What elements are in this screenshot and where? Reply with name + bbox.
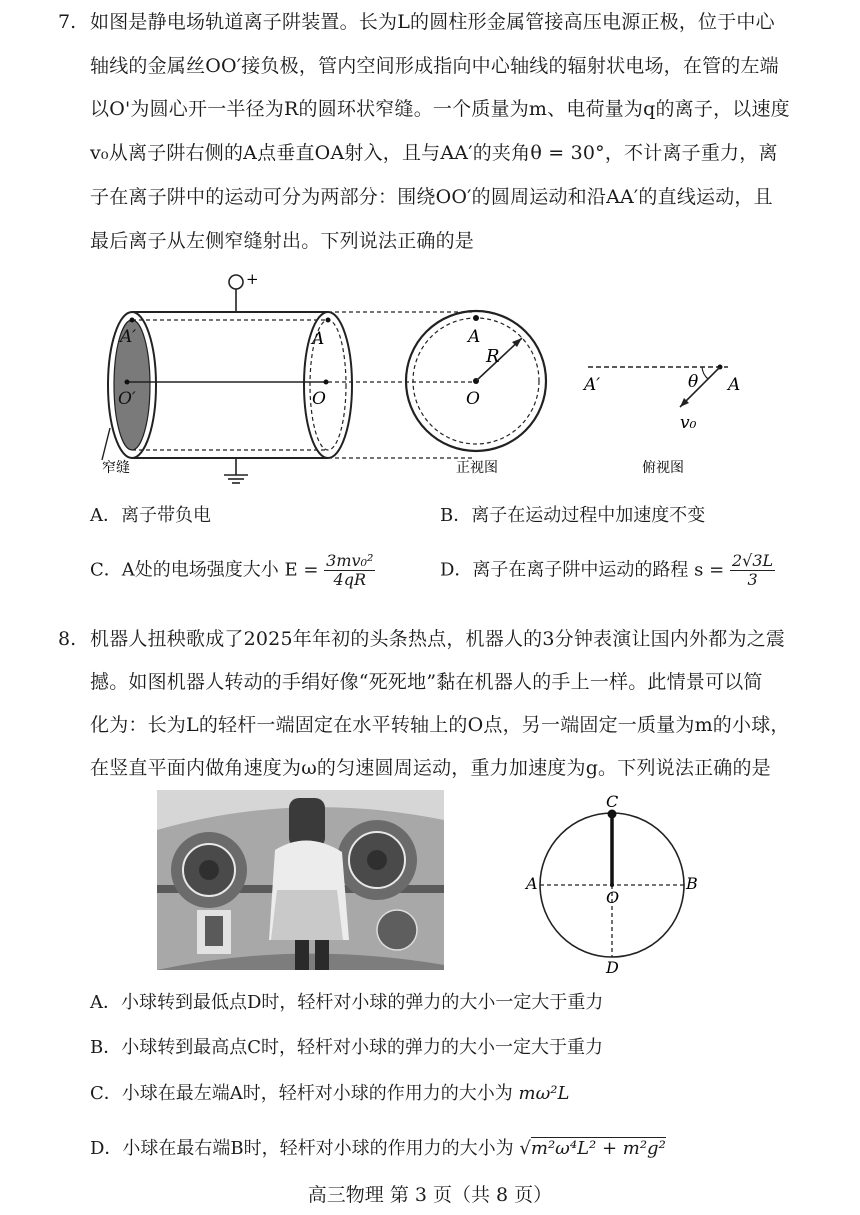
- q8-option-d-text: D．小球在最右端B时，轻杆对小球的作用力的大小为: [90, 1138, 514, 1159]
- q7-option-c: [90, 552, 375, 589]
- q7-line-3: 以O'为圆心开一半径为R的圆环状窄缝。一个质量为m、电荷量为q的离子，以速度: [90, 98, 790, 120]
- q7-option-c-text: C．A处的电场强度大小 E =: [90, 559, 319, 581]
- label-a-circle: A: [526, 874, 538, 893]
- q8-option-d-sqrt: [519, 1137, 665, 1159]
- circular-motion-figure: [520, 795, 720, 975]
- q7-option-c-fraction: [324, 552, 375, 589]
- q8-line-2: 撼。如图机器人转动的手绢好像“死死地”黏在机器人的手上一样。此情景可以简: [90, 671, 763, 693]
- label-a-front: A: [468, 327, 481, 347]
- robot-dance-photo: [157, 790, 444, 970]
- label-b: B: [686, 874, 698, 893]
- q7-d-numerator: 2√3L: [731, 551, 774, 570]
- label-o-prime: O′: [118, 389, 136, 409]
- label-o-circle: O: [606, 888, 620, 907]
- caption-top-view: 俯视图: [642, 460, 684, 476]
- label-a-prime-top: A′: [584, 375, 601, 395]
- q7-line-4: v₀从离子阱右侧的A点垂直OA射入，且与AA′的夹角θ = 30°，不计离子重力，离: [90, 142, 778, 164]
- label-o-front: O: [466, 389, 480, 409]
- q7-c-numerator: 3mv₀²: [326, 551, 374, 570]
- q7-option-a: A．离子带负电: [90, 505, 211, 526]
- q7-option-d-text: D．离子在离子阱中运动的路程 s =: [440, 559, 725, 581]
- q7-c-denominator: 4qR: [333, 570, 367, 589]
- terminal-circle: [229, 275, 243, 289]
- q7-option-d: [440, 552, 775, 589]
- ion-trap-figure: [90, 270, 790, 485]
- q7-option-b: B．离子在运动过程中加速度不变: [440, 505, 706, 526]
- caption-slit: 窄缝: [102, 460, 130, 476]
- q8-option-a: A．小球转到最低点D时，轻杆对小球的弹力的大小一定大于重力: [90, 992, 604, 1013]
- q8-option-d: [90, 1135, 666, 1163]
- label-theta: θ: [688, 372, 699, 392]
- label-c: C: [606, 795, 619, 811]
- q8-option-c-text: C．小球在最左端A时，轻杆对小球的作用力的大小为: [90, 1083, 513, 1104]
- q7-line-6: 最后离子从左侧窄缝射出。下列说法正确的是: [90, 230, 475, 252]
- label-a-top: A: [728, 375, 741, 395]
- sqrt-symbol: √: [519, 1138, 531, 1159]
- q7-line-2: 轴线的金属丝OO′接负极，管内空间形成指向中心轴线的辐射状电场，在管的左端: [90, 55, 779, 77]
- label-d: D: [606, 958, 619, 975]
- q7-option-d-fraction: [730, 552, 775, 589]
- q7-line-5: 子在离子阱中的运动可分为两部分：围绕OO′的圆周运动和沿AA′的直线运动，且: [90, 186, 773, 208]
- label-v0: v₀: [680, 413, 697, 433]
- q8-line-1: 机器人扭秧歌成了2025年年初的头条热点，机器人的3分钟表演让国内外都为之震: [90, 628, 786, 650]
- label-a-prime: A′: [120, 327, 137, 347]
- label-a-side: A: [312, 329, 325, 349]
- plus-sign: +: [246, 270, 259, 288]
- q8-line-4: 在竖直平面内做角速度为ω的匀速圆周运动，重力加速度为g。下列说法正确的是: [90, 757, 771, 779]
- caption-front-view: 正视图: [456, 460, 498, 476]
- page-footer: 高三物理 第 3 页（共 8 页）: [307, 1184, 553, 1206]
- q8-option-d-expr: m²ω⁴L² + m²g²: [530, 1138, 666, 1159]
- q8-option-b: B．小球转到最高点C时，轻杆对小球的弹力的大小一定大于重力: [90, 1037, 603, 1058]
- q8-option-c: [90, 1080, 569, 1108]
- q8-option-c-expr: mω²L: [518, 1083, 570, 1104]
- question-8-number: 8.: [58, 628, 77, 650]
- label-r: R: [486, 346, 500, 367]
- label-o-side: O: [312, 389, 326, 409]
- q7-line-1: 如图是静电场轨道离子阱装置。长为L的圆柱形金属管接高压电源正极，位于中心: [90, 11, 775, 33]
- question-7-number: 7.: [58, 11, 77, 33]
- q7-d-denominator: 3: [747, 570, 758, 589]
- q8-line-3: 化为：长为L的轻杆一端固定在水平转轴上的O点，另一端固定一质量为m的小球，: [90, 714, 790, 736]
